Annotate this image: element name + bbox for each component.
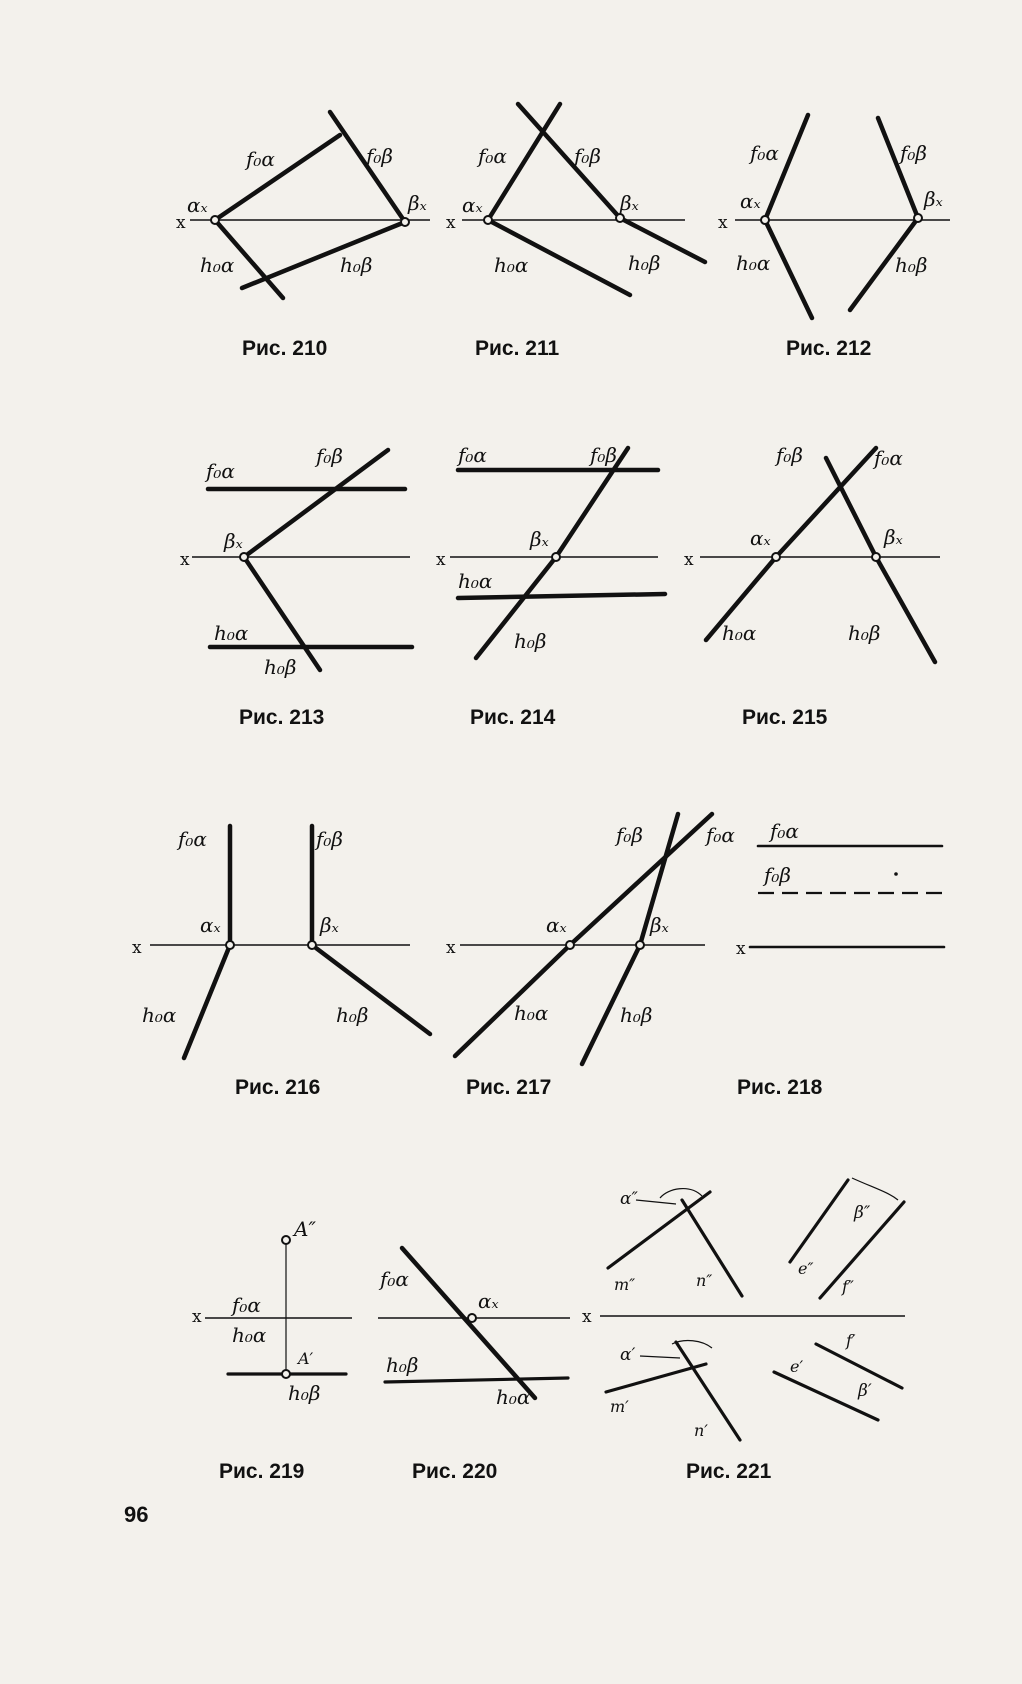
figure-214	[436, 443, 665, 658]
axis-label: x	[132, 938, 142, 958]
line-m-top	[606, 1364, 706, 1392]
trace-f-beta	[518, 104, 620, 218]
label-f-beta: f₀β	[574, 144, 601, 168]
label-beta-top: β′	[858, 1381, 872, 1401]
trace-h-beta	[876, 557, 935, 662]
point-beta-x	[872, 553, 880, 561]
label-e-front: e″	[798, 1259, 814, 1278]
label-f-alpha: f₀α	[178, 827, 207, 851]
point-beta-x	[401, 218, 409, 226]
axis-label: x	[718, 213, 728, 233]
label-beta-x: βₓ	[530, 527, 549, 551]
label-h-alpha: h₀α	[200, 253, 235, 277]
figure-210	[176, 112, 430, 298]
trace-h-alpha	[765, 220, 812, 318]
label-m-front: m″	[614, 1275, 636, 1294]
figure-215	[684, 443, 940, 662]
point-alpha-x	[772, 553, 780, 561]
point-beta-x	[308, 941, 316, 949]
trace-f-beta	[878, 118, 918, 218]
label-beta-x: βₓ	[320, 913, 339, 937]
point-alpha-x	[211, 216, 219, 224]
trace-h-beta	[242, 222, 405, 288]
label-f-top: f′	[846, 1331, 856, 1350]
label-h-alpha: h₀α	[494, 253, 529, 277]
label-f-alpha: f₀α	[706, 823, 735, 847]
figure-216	[132, 826, 430, 1058]
label-alpha-x: αₓ	[750, 526, 771, 550]
label-alpha-x: αₓ	[462, 193, 483, 217]
figure-220	[378, 1248, 570, 1409]
label-f-beta: f₀β	[900, 141, 927, 165]
trace-h-alpha	[455, 945, 570, 1056]
figure-213	[180, 444, 412, 679]
label-h-beta: h₀β	[848, 621, 881, 645]
axis-label: x	[176, 213, 186, 233]
point-beta-x	[914, 214, 922, 222]
label-f-beta: f₀β	[316, 444, 343, 468]
label-f-alpha: f₀α	[874, 446, 903, 470]
label-alpha-x: αₓ	[200, 913, 221, 937]
label-h-beta: h₀β	[895, 253, 928, 277]
trace-h-alpha	[458, 594, 665, 598]
label-alpha-x: αₓ	[740, 189, 761, 213]
trace-f-alpha	[765, 115, 808, 220]
axis-label: x	[436, 550, 446, 570]
label-h-alpha: h₀α	[142, 1003, 177, 1027]
label-e-top: e′	[790, 1357, 804, 1376]
label-f-beta: f₀β	[316, 827, 343, 851]
caption-fig-211: Рис. 211	[475, 337, 560, 360]
point-beta-x	[240, 553, 248, 561]
caption-fig-220: Рис. 220	[412, 1460, 498, 1483]
label-h-alpha: h₀α	[232, 1323, 267, 1347]
dot-mark	[894, 872, 898, 876]
label-beta-x: βₓ	[650, 913, 669, 937]
alpha-front-mark	[660, 1189, 702, 1198]
point-alpha-x	[226, 941, 234, 949]
label-alpha-x: αₓ	[478, 1289, 499, 1313]
label-alpha-front: α″	[620, 1189, 638, 1209]
label-beta-x: βₓ	[408, 191, 427, 215]
label-alpha-top: α′	[620, 1345, 636, 1365]
label-beta-x: βₓ	[884, 525, 903, 549]
label-h-alpha: h₀α	[514, 1001, 549, 1025]
point-beta-x	[616, 214, 624, 222]
point-alpha-x	[761, 216, 769, 224]
figure-211	[446, 104, 705, 295]
label-h-alpha: h₀α	[458, 569, 493, 593]
axis-label: x	[582, 1307, 592, 1327]
caption-fig-218: Рис. 218	[737, 1076, 823, 1099]
label-A-front: A″	[294, 1217, 316, 1241]
caption-fig-215: Рис. 215	[742, 706, 828, 729]
label-f-beta: f₀β	[590, 443, 617, 467]
label-f-beta: f₀β	[764, 863, 791, 887]
point-alpha-x	[566, 941, 574, 949]
label-alpha-x: αₓ	[546, 913, 567, 937]
label-f-front: f″	[842, 1277, 854, 1296]
caption-fig-213: Рис. 213	[239, 706, 325, 729]
alpha-front-leader	[636, 1200, 676, 1204]
point-beta-x	[636, 941, 644, 949]
axis-label: x	[446, 938, 456, 958]
caption-fig-217: Рис. 217	[466, 1076, 552, 1099]
page-number: 96	[124, 1502, 149, 1527]
axis-label: x	[736, 939, 746, 959]
figure-219	[192, 1217, 352, 1405]
caption-fig-219: Рис. 219	[219, 1460, 305, 1483]
label-h-beta: h₀β	[264, 655, 297, 679]
label-beta-x: βₓ	[924, 187, 943, 211]
figure-221	[582, 1178, 905, 1440]
point-alpha-x	[484, 216, 492, 224]
trace-h-beta	[312, 945, 430, 1034]
label-h-alpha: h₀α	[496, 1385, 531, 1409]
label-n-top: n′	[694, 1421, 708, 1440]
label-h-beta: h₀β	[340, 253, 373, 277]
caption-fig-216: Рис. 216	[235, 1076, 321, 1099]
label-h-alpha: h₀α	[722, 621, 757, 645]
trace-h-beta	[244, 557, 320, 670]
caption-fig-212: Рис. 212	[786, 337, 872, 360]
label-f-alpha: f₀α	[380, 1267, 409, 1291]
label-f-alpha: f₀α	[750, 141, 779, 165]
beta-front-mark	[852, 1178, 898, 1200]
point-beta-x	[552, 553, 560, 561]
label-h-beta: h₀β	[288, 1381, 321, 1405]
label-n-front: n″	[696, 1271, 713, 1290]
label-f-alpha: f₀α	[206, 459, 235, 483]
trace-h-alpha	[184, 945, 230, 1058]
label-m-top: m′	[610, 1397, 629, 1416]
figure-217	[446, 814, 735, 1064]
axis-label: x	[446, 213, 456, 233]
label-f-beta: f₀β	[776, 443, 803, 467]
axis-label: x	[192, 1307, 202, 1327]
caption-fig-221: Рис. 221	[686, 1460, 772, 1483]
axis-label: x	[180, 550, 190, 570]
caption-fig-214: Рис. 214	[470, 706, 556, 729]
label-f-beta: f₀β	[366, 144, 393, 168]
figure-218	[736, 819, 944, 959]
label-h-beta: h₀β	[336, 1003, 369, 1027]
label-h-beta: h₀β	[628, 251, 661, 275]
label-alpha-x: αₓ	[187, 193, 208, 217]
figure-212	[718, 115, 950, 318]
label-h-beta: h₀β	[620, 1003, 653, 1027]
label-beta-front: β″	[854, 1203, 871, 1223]
line-e-front	[790, 1180, 848, 1262]
axis-label: x	[684, 550, 694, 570]
point-alpha-x	[468, 1314, 476, 1322]
label-f-alpha: f₀α	[770, 819, 799, 843]
label-A-top: A′	[298, 1349, 314, 1368]
label-h-beta: h₀β	[386, 1353, 419, 1377]
label-f-beta: f₀β	[616, 823, 643, 847]
label-h-beta: h₀β	[514, 629, 547, 653]
label-beta-x: βₓ	[224, 529, 243, 553]
label-f-alpha: f₀α	[478, 144, 507, 168]
point-A-top	[282, 1370, 290, 1378]
point-A-front	[282, 1236, 290, 1244]
trace-f-alpha	[215, 135, 340, 220]
line-n-top	[676, 1342, 740, 1440]
label-f-alpha: f₀α	[458, 443, 487, 467]
label-f-alpha: f₀α	[246, 147, 275, 171]
trace-h-beta	[385, 1378, 568, 1382]
label-h-alpha: h₀α	[214, 621, 249, 645]
label-h-alpha: h₀α	[736, 251, 771, 275]
label-f-alpha: f₀α	[232, 1293, 261, 1317]
label-beta-x: βₓ	[620, 191, 639, 215]
alpha-top-leader	[640, 1356, 680, 1358]
caption-fig-210: Рис. 210	[242, 337, 328, 360]
trace-alpha	[402, 1248, 535, 1398]
